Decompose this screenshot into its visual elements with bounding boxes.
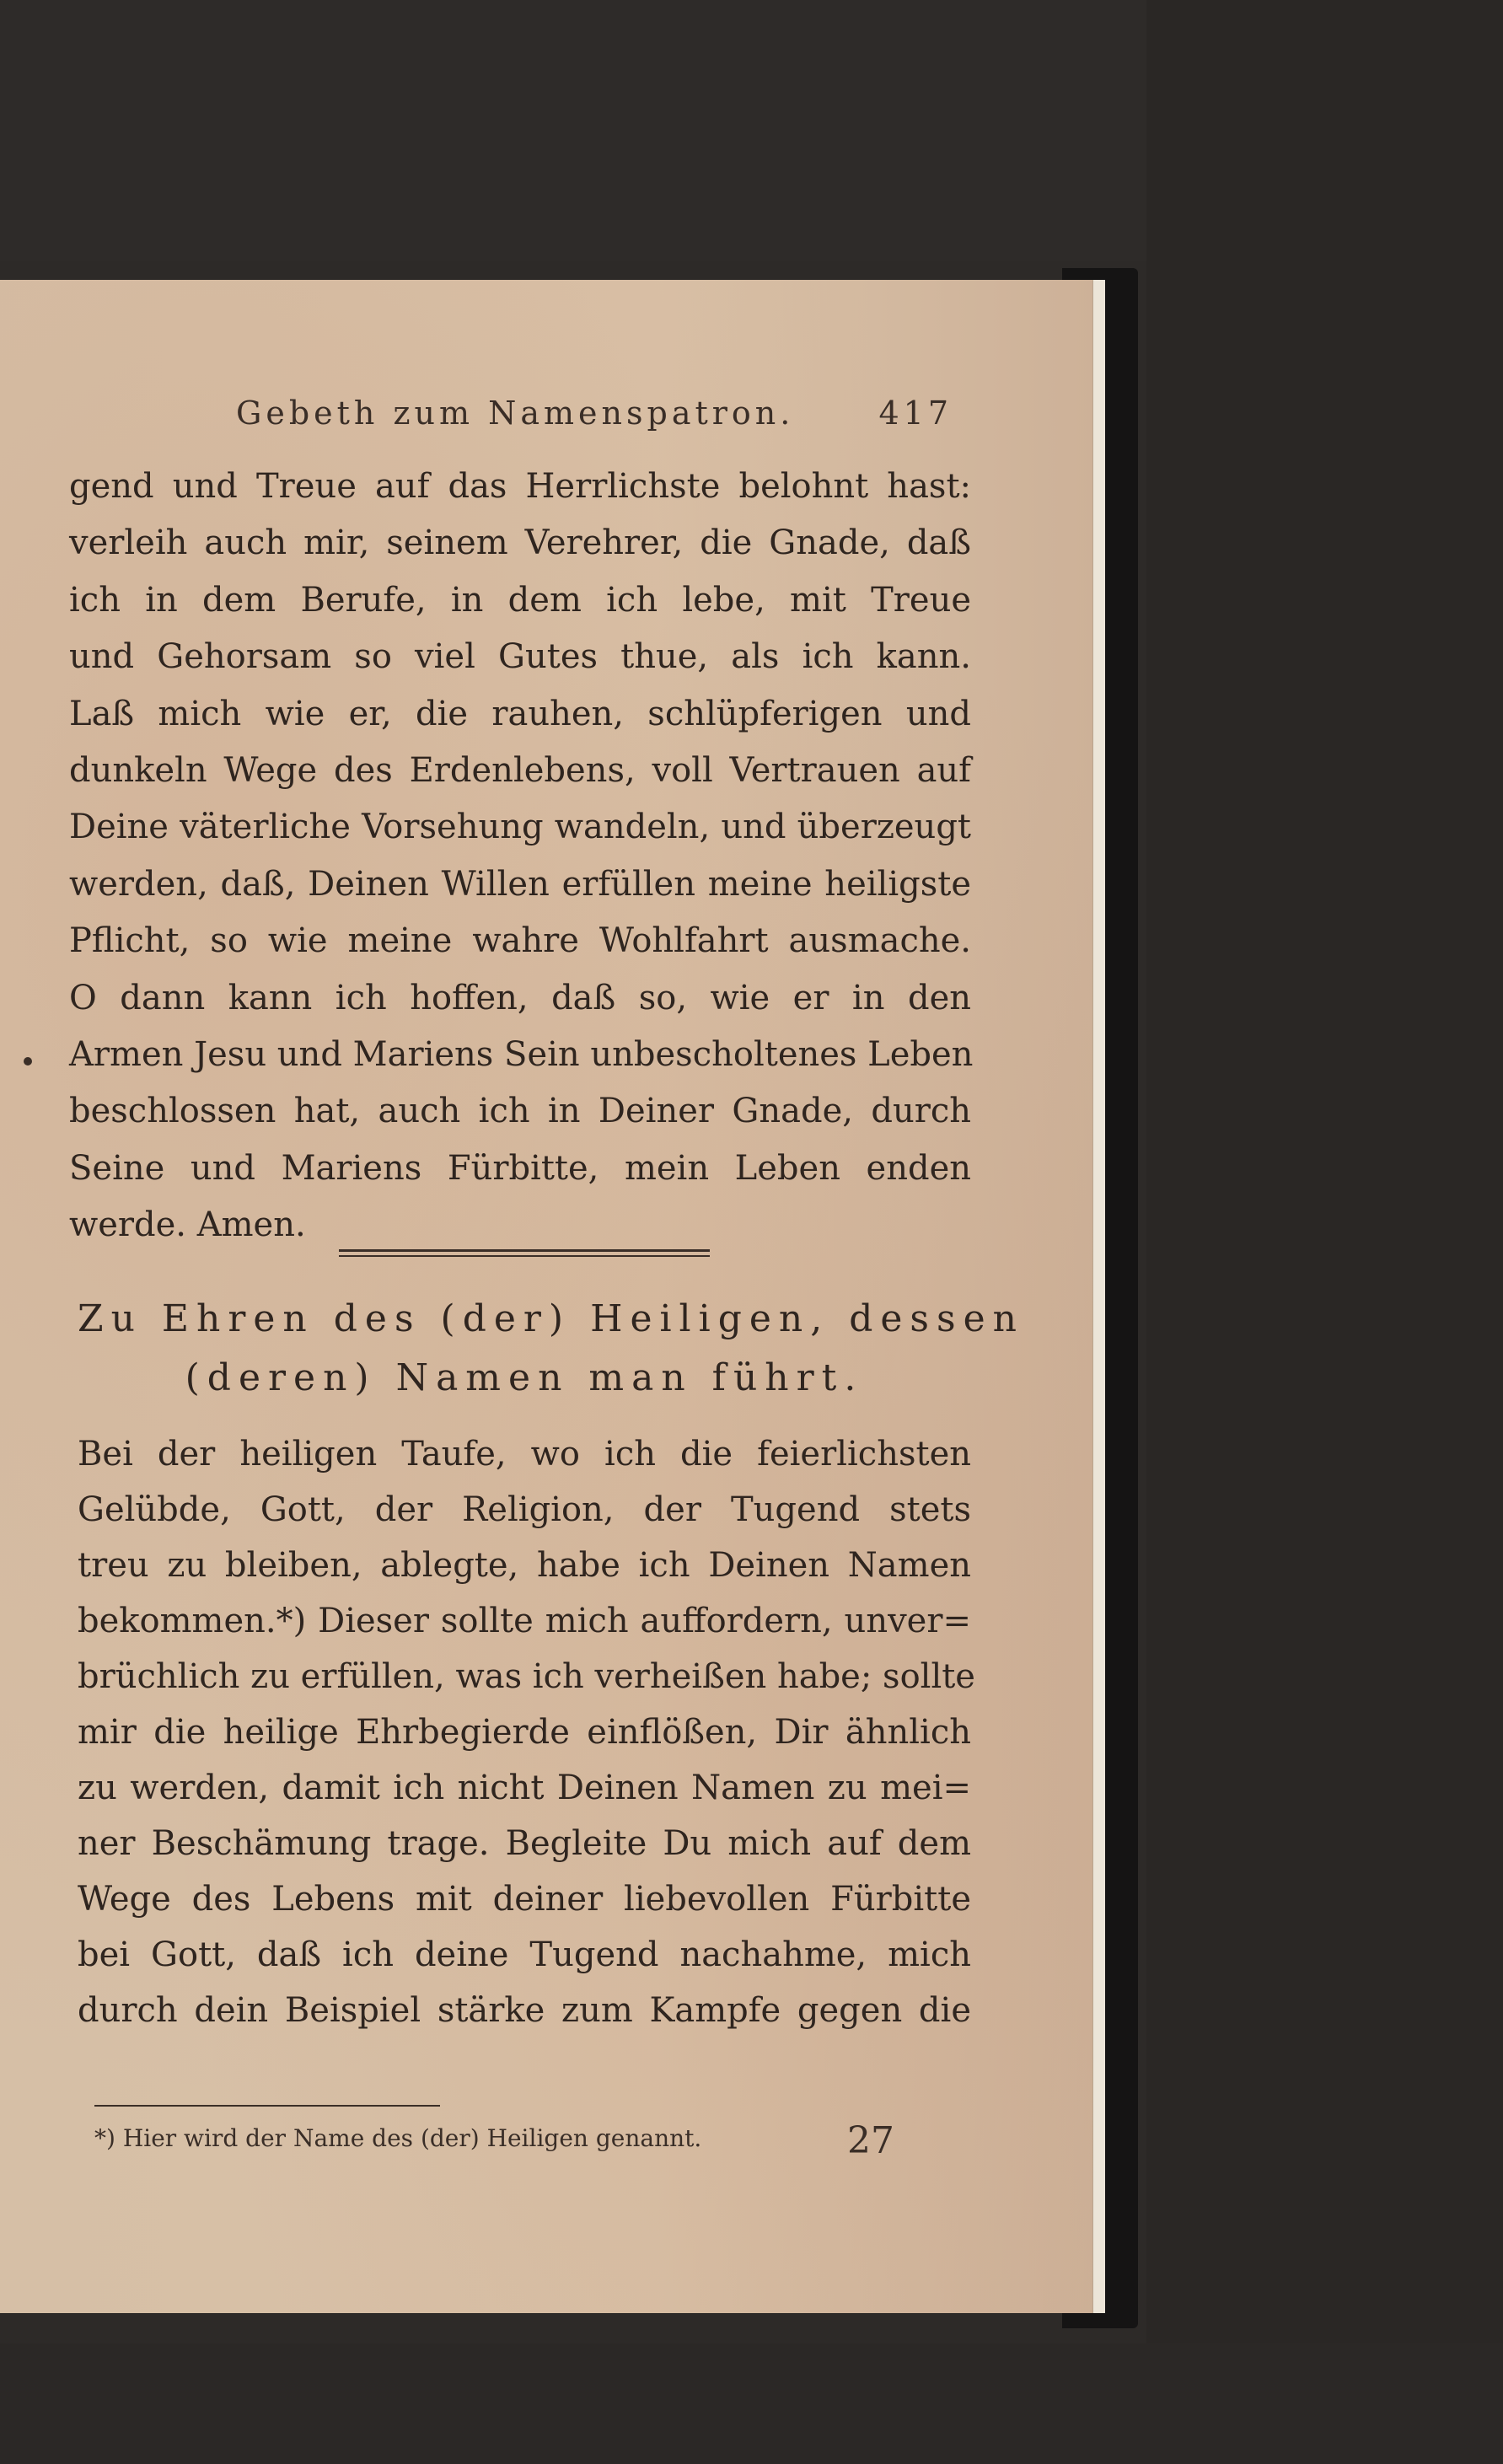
text-line: Wege des Lebens mit deiner liebevollen Fürbitte — [78, 1880, 971, 1919]
heading-line: Zu Ehren des (der) Heiligen, dessen — [78, 1297, 1024, 1340]
background-bottom — [0, 2343, 1503, 2464]
section-divider — [339, 1249, 710, 1252]
text-line: bekommen.*) Dieser sollte mich auffordern, unver= — [78, 1602, 971, 1640]
heading-line: (deren) Namen man führt. — [185, 1356, 864, 1399]
text-line: bei Gott, daß ich deine Tugend nachahme, mich — [78, 1935, 971, 1974]
background-right — [1146, 0, 1503, 2464]
text-line: treu zu bleiben, ablegte, habe ich Deinen Namen — [78, 1546, 971, 1585]
text-line: beschlossen hat, auch ich in Deiner Gnade, durch — [69, 1092, 971, 1131]
text-line: ich in dem Berufe, in dem ich lebe, mit Treue — [69, 580, 971, 620]
section-heading — [78, 1290, 1024, 1408]
text-line: durch dein Beispiel stärke zum Kampfe gegen die — [78, 1991, 971, 2030]
text-line: gend und Treue auf das Herrlichste belohnt hast: — [69, 467, 971, 506]
text-line: verleih auch mir, seinem Verehrer, die Gnade, daß — [69, 523, 971, 563]
text-line: dunkeln Wege des Erdenlebens, voll Vertrauen auf — [69, 751, 971, 791]
text-line: und Gehorsam so viel Gutes thue, als ich kann. — [69, 637, 971, 677]
text-line: mir die heilige Ehrbegierde einflößen, Dir ähnlich — [78, 1713, 971, 1752]
text-line: ner Beschämung trage. Begleite Du mich auf dem — [78, 1824, 971, 1863]
text-line: Bei der heiligen Taufe, wo ich die feierlichsten — [78, 1435, 971, 1474]
header-title: Gebeth zum Namenspatron. — [236, 395, 795, 432]
text-line: Laß mich wie er, die rauhen, schlüpferigen und — [69, 694, 971, 733]
footnote-divider — [94, 2105, 440, 2107]
text-line: Gelübde, Gott, der Religion, der Tugend stets — [78, 1490, 971, 1529]
footnote: *) Hier wird der Name des (der) Heiligen genannt. — [94, 2124, 702, 2152]
text-line: brüchlich zu erfüllen, was ich verheißen habe; sollte — [78, 1657, 975, 1696]
running-header — [236, 388, 953, 438]
text-line: Seine und Mariens Fürbitte, mein Leben enden — [69, 1148, 971, 1188]
page-number: 417 — [878, 395, 953, 432]
text-line: Pflicht, so wie meine wahre Wohlfahrt ausmache. — [69, 921, 971, 961]
margin-dot — [24, 1057, 32, 1066]
text-line: zu werden, damit ich nicht Deinen Namen zu mei= — [78, 1769, 971, 1807]
text-line: werde. Amen. — [69, 1205, 306, 1245]
signature-mark: 27 — [847, 2119, 894, 2162]
text-line: O dann kann ich hoffen, daß so, wie er in den — [69, 978, 971, 1017]
body-paragraph — [69, 459, 974, 1254]
text-line: Armen Jesu und Mariens Sein unbescholtenes Leben — [69, 1035, 974, 1075]
text-line: Deine väterliche Vorsehung wandeln, und überzeugt — [69, 808, 971, 847]
text-line: werden, daß, Deinen Willen erfüllen meine heiligste — [69, 864, 971, 904]
section-paragraph — [78, 1426, 975, 2038]
page-edge — [1092, 280, 1105, 2313]
